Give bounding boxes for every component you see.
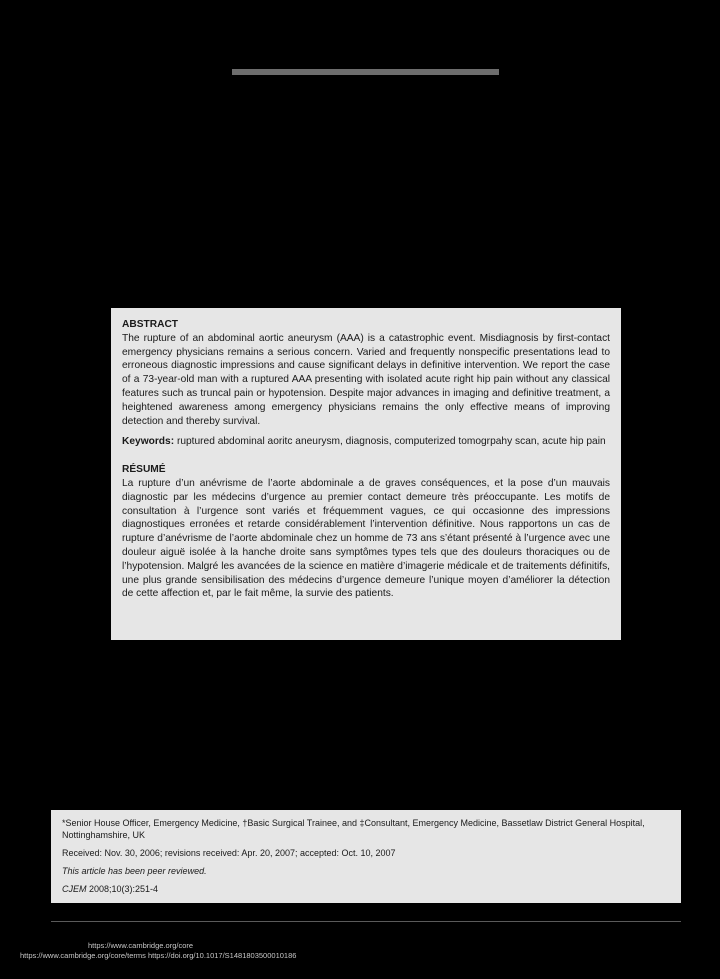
citation-ref: 2008;10(3):251-4 — [86, 884, 159, 894]
cambridge-core-link[interactable]: https://www.cambridge.org/core — [88, 941, 194, 950]
top-rule — [232, 69, 499, 75]
abstract-text: The rupture of an abdominal aortic aneurysm (AAA) is a catastrophic event. Misdiagnosis by first-contact emergency physicians remains a serious concern. Varied and frequently nonspecific presentations lead to erroneous diagnostic impressions and cause significant delays in definitive intervention. We report the case of a 73-year-old man with a ruptured AAA presenting with isolated acute right hip pain without any classical features such as truncal pain or hypotension. Despite major advances in imaging and definitive treatment, a heightened awareness among emergency physicians remains the only effective means of improving detection and thereby survival. — [122, 332, 610, 427]
abstract-heading: ABSTRACT — [122, 319, 179, 330]
peer-review-note: This article has been peer reviewed. — [62, 866, 207, 876]
citation — [62, 883, 670, 895]
keywords-text: ruptured abdominal aoritc aneurysm, diagnosis, computerized tomogrpahy scan, acute hip pain — [176, 436, 606, 448]
keywords — [122, 435, 610, 449]
bottom-rule — [51, 921, 681, 922]
keywords-label: Keywords: — [122, 436, 175, 448]
abstract-box — [111, 308, 621, 640]
resume-heading: RÉSUMÉ — [122, 464, 166, 476]
resume-text: La rupture d’un anévrisme de l’aorte abdominale a de graves conséquences, et la pose d’un mauvais diagnostic par les médecins d’urgence au premier contact demeure très préoccupante. Les motifs de consultation à l’urgence sont variés et fréquemment vagues, ce qui occasionne des impressions diagnostiques erronées et retarde considérablement l’intervention définitive. Nous rapportons un cas de rupture d’anévrisme de l’aorte abdominale chez un homme de 73 ans s’étant présenté à l’urgence avec une douleur aiguë isolée à la hanche droite sans symptômes types tels que des douleurs thoraciques ou de l’hypotension. Malgré les avancées de la science en matière d’imagerie médicale et de traitements définitifs, une plus grande sensibilisation des médecins d’urgence demeure l’unique moyen d’améliorer la détection de cette affection et, par le fait même, la survie des patients. — [122, 477, 610, 600]
cambridge-terms-link[interactable]: https://www.cambridge.org/core/terms https://doi.org/10.1017/S1481803500010186 — [20, 951, 297, 960]
received-dates: Received: Nov. 30, 2006; revisions received: Apr. 20, 2007; accepted: Oct. 10, 2007 — [62, 848, 396, 858]
citation-journal: CJEM — [62, 884, 87, 894]
footnote-box — [51, 810, 681, 903]
affiliations: *Senior House Officer, Emergency Medicine, †Basic Surgical Trainee, and ‡Consultant, Emergency Medicine, Bassetlaw District General Hospital, Nottinghamshire, UK — [62, 818, 645, 840]
